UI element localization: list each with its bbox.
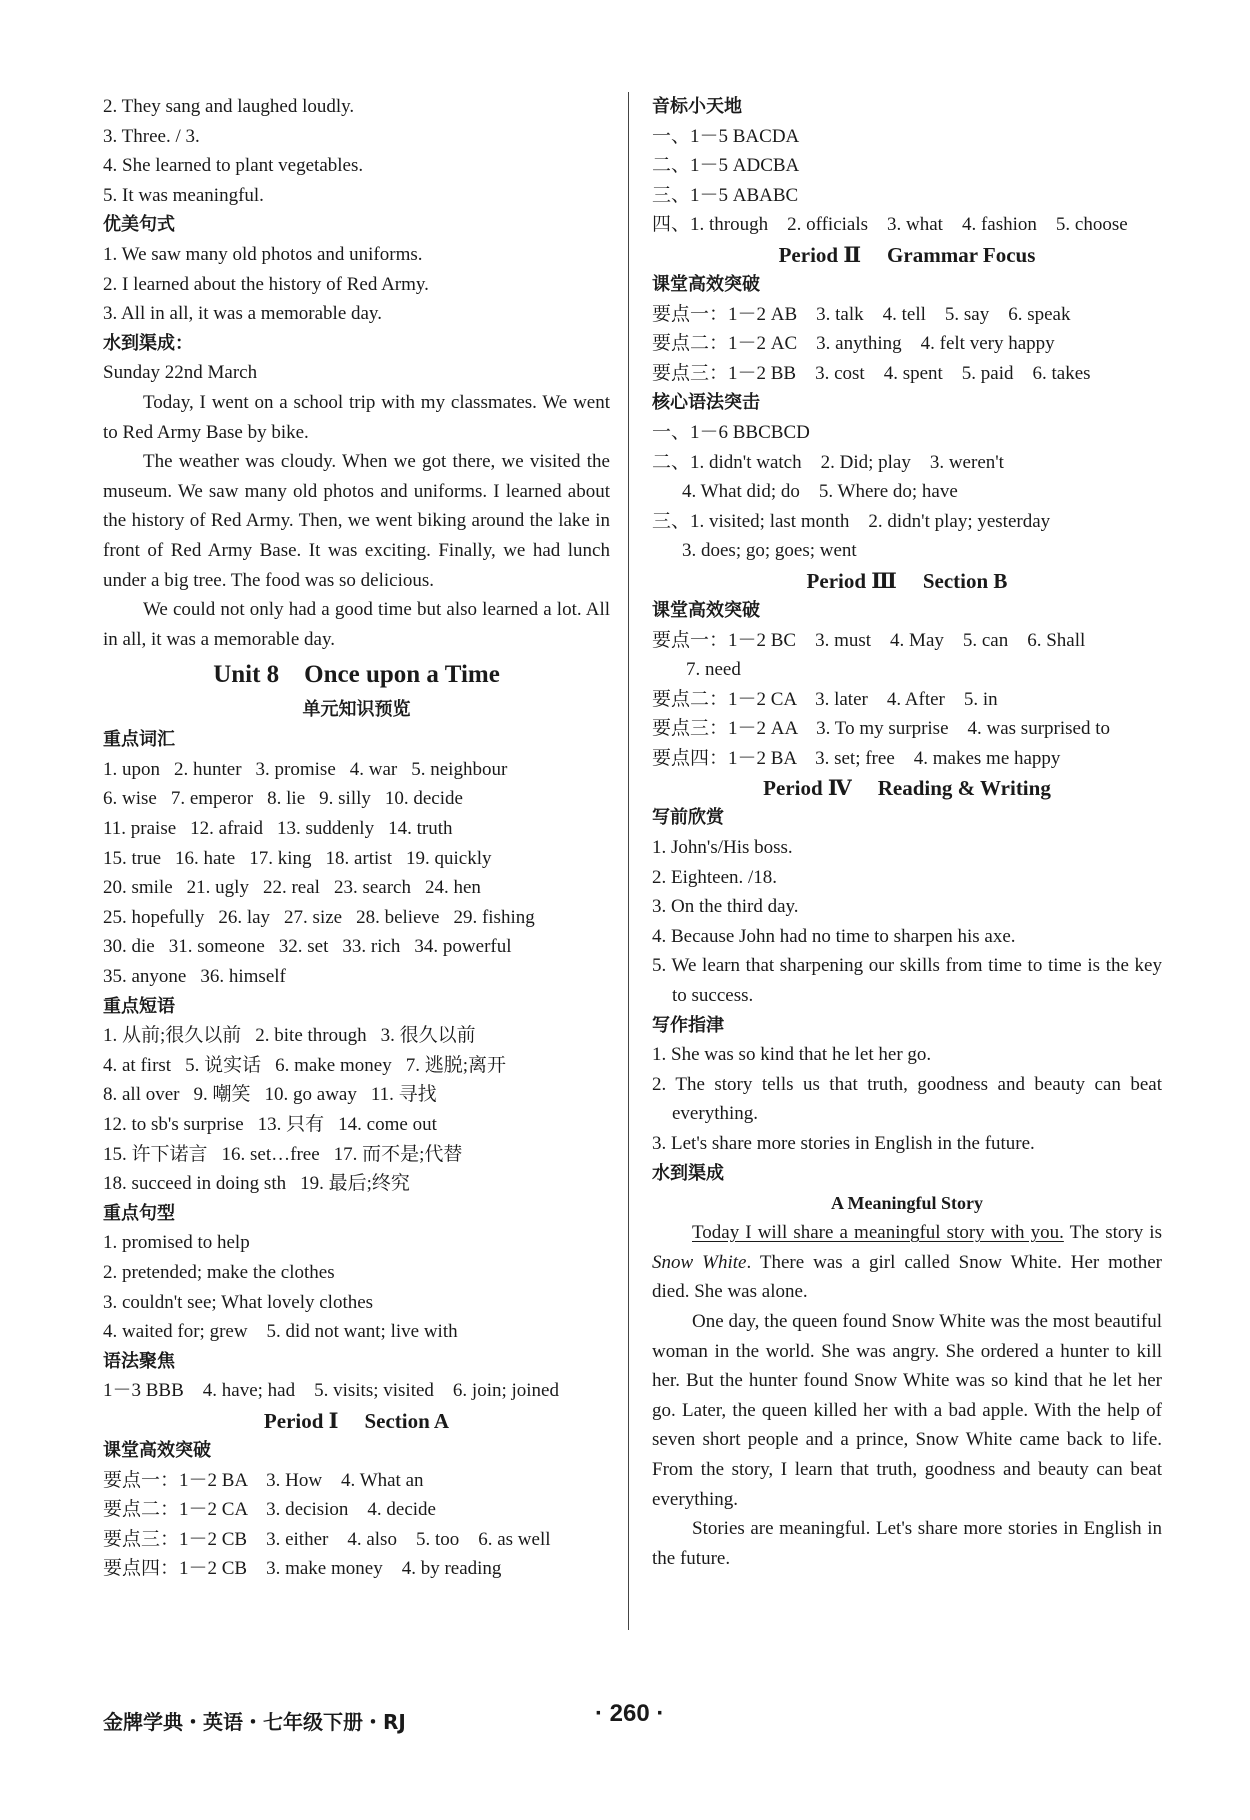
sentence-item: 3. Let's share more stories in English in the future. [652, 1133, 1035, 1154]
phrase-item-row [103, 1021, 610, 1051]
vocab-item-row [103, 755, 610, 785]
answer-item: 三、1－5 ABABC [652, 184, 799, 206]
section-heading: 课堂高效突破 [103, 1439, 211, 1461]
sentence-item: 2. The story tells us that truth, goodness and beauty can beat everything. [652, 1073, 1162, 1125]
phrase-item: 18. succeed in doing sth [103, 1173, 287, 1195]
answer-item: 要点二：1－2 AC 3. anything 4. felt very happy [652, 333, 1055, 355]
answer-item: 5. It was meaningful. [103, 184, 264, 206]
vocab-item-row [103, 932, 610, 962]
answer-item: 4. What did; do 5. Where do; have [682, 481, 958, 503]
phrase-item: 12. to sb's surprise [103, 1114, 244, 1135]
period-title: Period Ⅰ Section A [263, 1408, 450, 1433]
story-paragraph: One day, the queen found Snow White was the most beautiful woman in the world. She was angry. She ordered a hunter to kill her. But the hunter found Snow White was so kind that he let her go. Later, the queen killed her with a bad apple. With the help of seven short people and a prince, Snow White came back to life. From the story, I learn that truth, goodness and beauty can beat everything. [652, 1310, 1162, 1510]
answer-item: 要点四：1－2 BA 3. set; free 4. makes me happy [652, 747, 1061, 769]
phrase-item: 10. go away [264, 1084, 357, 1106]
unit-subtitle: 单元知识预览 [302, 699, 411, 721]
section-heading: 课堂高效突破 [652, 599, 760, 621]
phrase-item-row [103, 1110, 610, 1140]
left-column [103, 92, 610, 1584]
section-heading: 优美句式 [103, 214, 175, 236]
vocab-item: 32. set [278, 936, 329, 958]
grammar-answers: 1－3 BBB 4. have; had 5. visits; visited 6. join; joined [103, 1380, 559, 1402]
phrase-item: 6. make money [275, 1054, 392, 1076]
answer-item: 7. need [686, 659, 741, 681]
story-title: A Meaningful Story [830, 1193, 983, 1214]
answer-item: 要点三：1－2 BB 3. cost 4. spent 5. paid 6. takes [652, 362, 1091, 384]
answer-item: 要点三：1－2 CB 3. either 4. also 5. too 6. as well [103, 1528, 551, 1550]
book-title: 金牌学典・英语・七年级下册・RJ [103, 1710, 406, 1734]
answer-item: 3. On the third day. [652, 896, 799, 918]
answer-item: 1. John's/His boss. [652, 837, 793, 859]
section-heading: 课堂高效突破 [652, 273, 760, 295]
sentence-item: 1. We saw many old photos and uniforms. [103, 243, 423, 265]
answer-item: 要点四：1－2 CB 3. make money 4. by reading [103, 1558, 502, 1580]
section-heading: 核心语法突击 [652, 392, 760, 414]
essay-paragraph: We could not only had a good time but also learned a lot. All in all, it was a memorable day. [103, 599, 610, 650]
essay-paragraph: The weather was cloudy. When we got there, we visited the museum. We saw many old photos and uniforms. I learned about the history of Red Army. Then, we went biking around the lake in front of Red Army Base. It was exciting. Finally, we had lunch under a big tree. The food was so delicious. [103, 451, 610, 591]
phrase-item: 8. all over [103, 1084, 180, 1106]
vocab-item-row [103, 814, 610, 844]
answer-item: 2. They sang and laughed loudly. [103, 96, 355, 117]
phrase-item-row [103, 1169, 610, 1199]
answer-item: 一、1－5 BACDA [652, 125, 800, 147]
story-paragraph: Today I will share a meaningful story with you. The story is Snow White. There was a girl called Snow White. Her mother died. She was alone. [652, 1222, 1162, 1303]
vocab-item-row [103, 962, 610, 992]
vocab-item: 16. hate [175, 847, 236, 869]
vocab-item: 23. search [333, 877, 411, 899]
section-heading: 写作指津 [652, 1014, 724, 1036]
phrase-item: 17. 而不是;代替 [333, 1143, 463, 1165]
section-heading: 水到渠成 [652, 1162, 724, 1184]
vocab-item: 9. silly [319, 788, 371, 810]
vocab-item: 25. hopefully [103, 906, 205, 928]
vocab-item: 10. decide [384, 788, 463, 810]
vocab-item: 11. praise [103, 818, 177, 840]
phrase-item: 13. 只有 [257, 1114, 325, 1135]
vocab-item: 22. real [262, 877, 320, 899]
vocab-item: 17. king [249, 847, 312, 869]
vocab-item: 13. suddenly [276, 818, 375, 840]
vocab-item: 12. afraid [190, 818, 263, 840]
answer-item: 2. Eighteen. /18. [652, 866, 778, 888]
story-paragraph: Stories are meaningful. Let's share more stories in English in the future. [652, 1518, 1162, 1569]
vocab-item: 3. promise [255, 758, 336, 780]
phrase-item-row [103, 1051, 610, 1081]
phrase-item-row [103, 1080, 610, 1110]
answer-item: 5. We learn that sharpening our skills from time to time is the key to success. [652, 955, 1162, 1007]
period-title: Period Ⅲ Section B [806, 568, 1008, 593]
answer-item: 要点一：1－2 BA 3. How 4. What an [103, 1469, 424, 1491]
vocab-item: 19. quickly [405, 847, 492, 869]
vocab-item-row [103, 903, 610, 933]
vocab-item: 26. lay [218, 906, 271, 928]
phrase-item: 7. 逃脱;离开 [405, 1054, 506, 1076]
period-title: Period Ⅳ Reading & Writing [763, 776, 1051, 801]
section-heading: 重点词汇 [103, 729, 175, 751]
answer-item: 二、1－5 ADCBA [652, 155, 800, 177]
vocab-item: 30. die [103, 936, 155, 958]
period-title: Period Ⅱ Grammar Focus [778, 242, 1036, 267]
sentence-item: 1. She was so kind that he let her go. [652, 1044, 932, 1066]
phrase-item: 11. 寻找 [370, 1084, 437, 1106]
vocab-item-row [103, 873, 610, 903]
answer-item: 3. does; go; goes; went [682, 540, 857, 562]
section-heading: 语法聚焦 [103, 1350, 175, 1372]
phrase-item: 4. at first [103, 1054, 172, 1076]
answer-item: 三、1. visited; last month 2. didn't play; yesterday [652, 510, 1051, 532]
phrase-item-row [103, 1140, 610, 1170]
phrase-item: 16. set…free [221, 1143, 320, 1165]
vocab-item: 31. someone [168, 936, 265, 958]
answer-item: 要点一：1－2 AB 3. talk 4. tell 5. say 6. speak [652, 303, 1071, 325]
sentence-item: 3. All in all, it was a memorable day. [103, 303, 382, 325]
answer-item: 3. Three. / 3. [103, 125, 200, 147]
vocab-item: 8. lie [267, 788, 306, 810]
sentence-item: 2. I learned about the history of Red Army. [103, 273, 429, 295]
answer-item: 要点一：1－2 BC 3. must 4. May 5. can 6. Shall [652, 629, 1086, 651]
vocab-item: 20. smile [103, 877, 173, 899]
vocab-item: 36. himself [200, 966, 286, 988]
unit-title: Unit 8 Once upon a Time [213, 661, 500, 689]
answer-item: 4. Because John had no time to sharpen his axe. [652, 925, 1016, 947]
phrase-item: 1. 从前;很久以前 [103, 1025, 242, 1047]
phrase-item: 19. 最后;终究 [300, 1173, 410, 1195]
answer-item: 4. She learned to plant vegetables. [103, 155, 364, 177]
vocab-item: 34. powerful [414, 936, 512, 958]
pattern-item: 4. waited for; grew 5. did not want; live with [103, 1321, 458, 1343]
pattern-item: 1. promised to help [103, 1232, 250, 1254]
vocab-item: 29. fishing [453, 906, 535, 928]
right-column [652, 92, 1162, 1573]
answer-item: 要点三：1－2 AA 3. To my surprise 4. was surprised to [652, 718, 1110, 740]
vocab-item: 18. artist [325, 847, 392, 869]
answer-item: 二、1. didn't watch 2. Did; play 3. weren't [652, 451, 1004, 473]
vocab-item: 6. wise [103, 788, 157, 810]
section-heading: 重点短语 [103, 995, 175, 1017]
phrase-item: 14. come out [338, 1114, 437, 1135]
vocab-item-row [103, 844, 610, 874]
phrase-item: 3. 很久以前 [380, 1025, 476, 1047]
vocab-item: 2. hunter [174, 758, 242, 780]
pattern-item: 3. couldn't see; What lovely clothes [103, 1291, 374, 1313]
section-heading: 写前欣赏 [652, 807, 724, 829]
phrase-item: 5. 说实话 [185, 1054, 262, 1076]
essay-date: Sunday 22nd March [103, 362, 258, 384]
vocab-item: 14. truth [388, 818, 453, 840]
answer-item: 四、1. through 2. officials 3. what 4. fashion 5. choose [652, 214, 1128, 236]
answer-item: 一、1－6 BBCBCD [652, 421, 810, 443]
vocab-item: 35. anyone [103, 966, 187, 988]
page-number: · 260 · [595, 1700, 665, 1727]
vocab-item-row [103, 784, 610, 814]
vocab-item: 1. upon [103, 758, 160, 780]
vocab-item: 21. ugly [186, 877, 249, 899]
section-heading: 音标小天地 [652, 96, 742, 117]
section-heading: 重点句型 [103, 1202, 175, 1224]
vocab-item: 28. believe [356, 906, 440, 928]
vocab-item: 33. rich [342, 936, 401, 958]
vocab-item: 7. emperor [170, 788, 254, 810]
column-divider [628, 92, 629, 1630]
phrase-item: 9. 嘲笑 [193, 1084, 251, 1106]
phrase-item: 15. 许下诺言 [103, 1143, 208, 1165]
vocab-item: 5. neighbour [411, 758, 508, 780]
pattern-item: 2. pretended; make the clothes [103, 1261, 335, 1283]
answer-item: 要点二：1－2 CA 3. later 4. After 5. in [652, 688, 998, 710]
answer-item: 要点二：1－2 CA 3. decision 4. decide [103, 1499, 436, 1521]
essay-paragraph: Today, I went on a school trip with my classmates. We went to Red Army Base by bike. [103, 391, 610, 443]
vocab-item: 24. hen [424, 877, 481, 899]
section-heading: 水到渠成： [103, 332, 193, 354]
vocab-item: 4. war [349, 758, 398, 780]
phrase-item: 2. bite through [255, 1025, 367, 1047]
vocab-item: 27. size [284, 906, 343, 928]
vocab-item: 15. true [103, 847, 162, 869]
